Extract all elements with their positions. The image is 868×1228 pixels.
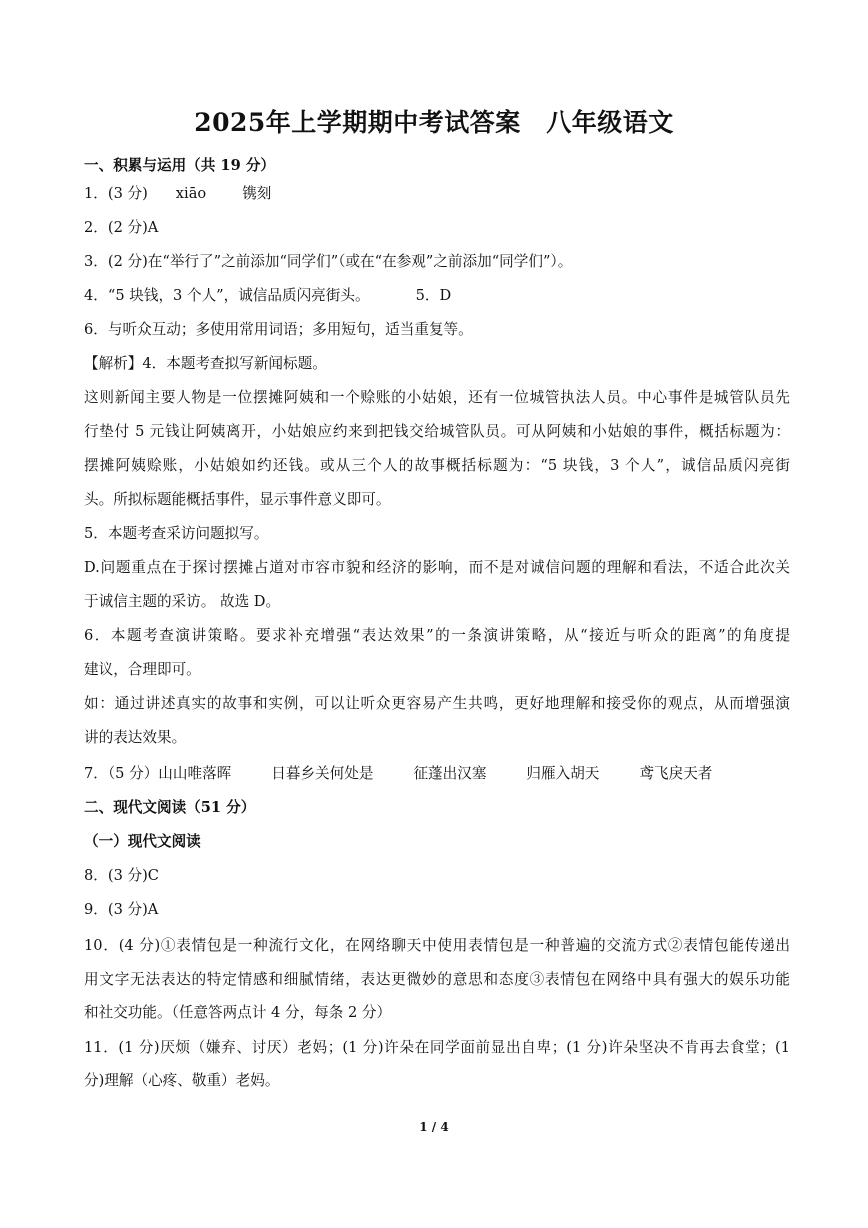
subsection-heading: （一）现代文阅读 (84, 833, 201, 850)
answer-q11-line-1: 11．(1 分)厌烦（嫌弃、讨厌）老妈；(1 分)许朵在同学面前显出自卑；(1 分)许朵坚决不肯再去食堂；(1 (84, 1039, 790, 1056)
analysis-q6-line-4: 讲的表达效果。 (84, 729, 187, 746)
analysis-q6-line-2: 建议，合理即可。 (84, 661, 201, 678)
answer-q2: 2．(2 分)A (84, 219, 159, 236)
answer-q10-line-1: 10．(4 分)①表情包是一种流行文化，在网络聊天中使用表情包是一种普遍的交流方式②表情包能传递出 (84, 937, 790, 954)
page-number: 1 / 4 (419, 1120, 449, 1134)
analysis-q5-line-1: D.问题重点在于探讨摆摊占道对市容市貌和经济的影响，而不是对诚信问题的理解和看法，不适合此次关 (84, 559, 790, 576)
answer-q7-line-3: 征蓬出汉塞 (413, 765, 487, 782)
answer-q7-label: 7．（5 分）山山唯落晖 (84, 765, 232, 782)
analysis-q4-line-3: 摆摊阿姨赊账，小姑娘如约还钱。或从三个人的故事概括标题为：“5 块钱，3 个人”，诚信品质闪亮街 (84, 457, 790, 474)
answer-q4-q5 (84, 286, 790, 306)
answer-q7-line-2: 日暮乡关何处是 (271, 765, 374, 782)
analysis-q6-line-1: 6．本题考查演讲策略。要求补充增强“表达效果”的一条演讲策略，从“接近与听众的距离”的角度提 (84, 627, 790, 644)
answer-q11-line-2: 分)理解（心疼、敬重）老妈。 (84, 1072, 280, 1089)
answer-q10-line-3: 和社交功能。（任意答两点计 4 分，每条 2 分） (84, 1004, 392, 1021)
analysis-q4-line-1: 这则新闻主要人物是一位摆摊阿姨和一个赊账的小姑娘，还有一位城管执法人员。中心事件是城管队员先 (84, 389, 790, 406)
answer-q7-line-4: 归雁入胡天 (526, 765, 600, 782)
analysis-q4-line-4: 头。所拟标题能概括事件，显示事件意义即可。 (84, 491, 391, 508)
analysis-q5-heading: 5．本题考查采访问题拟写。 (84, 525, 269, 542)
document-title: 2025年上学期期中考试答案 八年级语文 (194, 108, 674, 137)
answer-q7-line-5: 鸢飞戾天者 (639, 765, 713, 782)
answer-q5: 5．D (415, 287, 452, 304)
answer-q7 (84, 764, 790, 784)
analysis-q4-heading: 【解析】4．本题考查拟写新闻标题。 (84, 355, 327, 372)
answer-q1-word: 镌刻 (242, 185, 272, 202)
answer-q1-pinyin: xiāo (175, 185, 207, 202)
answer-q4: 4．“5 块钱，3 个人”，诚信品质闪亮街头。 (84, 287, 370, 304)
analysis-q5-line-2: 于诚信主题的采访。 故选 D。 (84, 593, 281, 610)
analysis-q4-line-2: 行垫付 5 元钱让阿姨离开，小姑娘应约来到把钱交给城管队员。可从阿姨和小姑娘的事件，概括标题为： (84, 423, 790, 440)
answer-q10-line-2: 用文字无法表达的特定情感和细腻情绪，表达更微妙的意思和态度③表情包在网络中具有强大的娱乐功能 (84, 971, 790, 988)
section-heading-2: 二、现代文阅读（51 分） (84, 799, 256, 816)
answer-q6: 6．与听众互动；多使用常用词语；多用短句，适当重复等。 (84, 321, 473, 338)
answer-q8: 8．(3 分)C (84, 867, 159, 884)
answer-q1-label: 1．(3 分) (84, 185, 148, 202)
answer-q1 (84, 184, 790, 204)
analysis-q6-line-3: 如：通过讲述真实的故事和实例，可以让听众更容易产生共鸣，更好地理解和接受你的观点，从而增强演 (84, 695, 790, 712)
answer-q3: 3．(2 分)在“举行了”之前添加“同学们”（或在“在参观”之前添加“同学们”）。 (84, 253, 573, 270)
section-heading-1: 一、积累与运用（共 19 分） (84, 157, 276, 174)
answer-q9: 9．(3 分)A (84, 901, 159, 918)
